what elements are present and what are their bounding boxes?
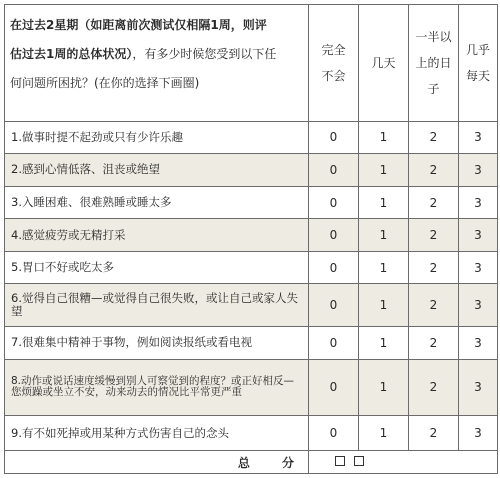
total-score-box-tens[interactable] [335, 456, 345, 466]
score-option[interactable]: 3 [459, 219, 498, 252]
item-text: 9.有不如死掉或用某种方式伤害自己的念头 [5, 415, 309, 451]
item-text: 2.感到心情低落、沮丧或绝望 [5, 154, 309, 187]
table-row [5, 186, 498, 219]
total-score-cell [309, 451, 498, 474]
score-option[interactable]: 0 [309, 251, 359, 284]
header-row [5, 5, 498, 122]
score-option[interactable]: 0 [309, 186, 359, 219]
question-line-3: 何问题所困扰？(在你的选择下画圈) [10, 76, 200, 90]
score-option[interactable]: 0 [309, 415, 359, 451]
score-option[interactable]: 3 [459, 284, 498, 327]
score-option[interactable]: 1 [359, 219, 409, 252]
score-option[interactable]: 0 [309, 121, 359, 154]
score-option[interactable]: 2 [409, 251, 459, 284]
option-header-nearly-every-day: 几乎 每天 [459, 5, 498, 122]
table-row [5, 121, 498, 154]
table-row [5, 284, 498, 327]
score-option[interactable]: 1 [359, 415, 409, 451]
item-text: 5.胃口不好或吃太多 [5, 251, 309, 284]
score-option[interactable]: 2 [409, 284, 459, 327]
score-option[interactable]: 2 [409, 154, 459, 187]
score-option[interactable]: 2 [409, 219, 459, 252]
question-line-2-rest: ，有多少时候您受到以下任 [132, 47, 277, 61]
score-option[interactable]: 1 [359, 121, 409, 154]
score-option[interactable]: 3 [459, 154, 498, 187]
item-text: 1.做事时提不起劲或只有少许乐趣 [5, 121, 309, 154]
score-option[interactable]: 0 [309, 154, 359, 187]
score-option[interactable]: 1 [359, 154, 409, 187]
item-text: 8.动作或说话速度缓慢到别人可察觉到的程度？或正好相反—您烦躁或坐立不安，动来动去的情况比平常更严重 [5, 359, 309, 415]
item-text: 6.觉得自己很糟—或觉得自己很失败，或让自己或家人失望 [5, 284, 309, 327]
item-text: 4.感觉疲劳或无精打采 [5, 219, 309, 252]
score-option[interactable]: 3 [459, 326, 498, 359]
score-option[interactable]: 0 [309, 326, 359, 359]
question-line-2-bold: 估过去1周的总体状况） [10, 47, 133, 61]
score-option[interactable]: 2 [409, 121, 459, 154]
table-row [5, 415, 498, 451]
total-score-boxes [335, 456, 364, 466]
score-option[interactable]: 2 [409, 359, 459, 415]
score-option[interactable]: 1 [359, 359, 409, 415]
table-row [5, 219, 498, 252]
total-label: 总 分 [5, 451, 309, 474]
score-option[interactable]: 0 [309, 284, 359, 327]
question-line-1: 在过去2星期（如距离前次测试仅相隔1周，则评 [10, 18, 267, 32]
table-row [5, 154, 498, 187]
option-header-more-than-half: 一半以 上的日 子 [409, 5, 459, 122]
option-header-not-at-all: 完全 不会 [309, 5, 359, 122]
table-row [5, 251, 498, 284]
score-option[interactable]: 0 [309, 219, 359, 252]
score-option[interactable]: 1 [359, 326, 409, 359]
option-header-several-days: 几天 [359, 5, 409, 122]
total-score-box-ones[interactable] [354, 456, 364, 466]
table-row [5, 326, 498, 359]
score-option[interactable]: 3 [459, 186, 498, 219]
score-option[interactable]: 2 [409, 326, 459, 359]
item-text: 3.入睡困难、很难熟睡或睡太多 [5, 186, 309, 219]
score-option[interactable]: 3 [459, 415, 498, 451]
score-option[interactable]: 2 [409, 186, 459, 219]
score-option[interactable]: 3 [459, 359, 498, 415]
score-option[interactable]: 3 [459, 251, 498, 284]
table-row [5, 359, 498, 415]
score-option[interactable]: 1 [359, 284, 409, 327]
score-option[interactable]: 3 [459, 121, 498, 154]
question-line-2 [10, 40, 304, 69]
question-header [5, 5, 309, 122]
phq9-table [4, 4, 498, 474]
total-row [5, 451, 498, 474]
score-option[interactable]: 1 [359, 186, 409, 219]
score-option[interactable]: 0 [309, 359, 359, 415]
score-option[interactable]: 2 [409, 415, 459, 451]
score-option[interactable]: 1 [359, 251, 409, 284]
item-text: 7.很难集中精神于事物，例如阅读报纸或看电视 [5, 326, 309, 359]
